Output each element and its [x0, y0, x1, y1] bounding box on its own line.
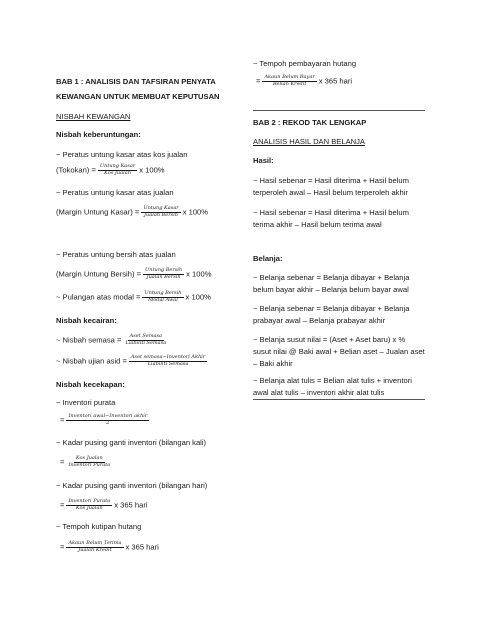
fraction-denominator: Modal Awal: [148, 296, 178, 303]
fraction-denominator: Liabiliti Semasa: [125, 339, 167, 346]
fraction-denominator: Jualan Bersih: [144, 211, 179, 218]
fraction-inventori-purata: [66, 414, 149, 427]
formula-ujian-prefix: ~ Nisbah ujian asid =: [56, 356, 127, 366]
belanja-formula-4: ~ Belanja alat tulis = Belian alat tulis + inventori awal alat tulis – inventori akhir alat tulis: [253, 376, 412, 397]
formula-pulangan-atas-modal: [56, 291, 211, 304]
formula-margin-untung-kasar: [56, 206, 208, 219]
formula-kadar-pusing-ganti-hari: [60, 499, 148, 512]
subheading-kecairan: Nisbah kecairan:: [56, 316, 117, 325]
formula-bayaran-suffix: x 365 hari: [318, 76, 353, 86]
chapter1-heading-line2: KEWANGAN UNTUK MEMBUAT KEPUTUSAN: [56, 92, 220, 101]
fraction-tokokan: [98, 164, 137, 177]
fraction-numerator: Inventori Purata: [68, 498, 111, 504]
fraction-semasa: [123, 334, 168, 347]
formula-margin-kasar-prefix: (Margin Untung Kasar) =: [56, 207, 140, 217]
chapter1-heading-line1: BAB 1 : ANALISIS DAN TAFSIRAN PENYATA: [56, 77, 216, 86]
fraction-denominator: Kos Jualan: [104, 169, 131, 176]
fraction-denominator: 2: [106, 419, 110, 426]
item-inventori-purata: ~ Inventori purata: [56, 398, 116, 407]
formula-tokokan-suffix: x 100%: [139, 165, 165, 175]
formula-kadar2-suffix: x 365 hari: [114, 500, 148, 510]
formula-margin-bersih-prefix: (Margin Untung Bersih) =: [56, 269, 142, 279]
formula-inventori-purata: [60, 414, 151, 427]
item-peratus-untung-kasar-kos: ~ Peratus untung kasar atas kos jualan: [56, 150, 188, 159]
fraction-denominator: Inventori Purata: [68, 461, 111, 468]
fraction-margin-bersih: [143, 268, 184, 281]
fraction-bayaran: [262, 75, 316, 88]
hasil-formula-1: ~ Hasil sebenar = Hasil diterima + Hasil belum terperoleh awal – Hasil belum terperoleh akhir: [253, 176, 409, 197]
section-nisbah-kewangan: NISBAH KEWANGAN: [56, 112, 131, 121]
fraction-denominator: Kos Jualan: [75, 504, 103, 511]
item-peratus-untung-kasar-jualan: ~ Peratus untung kasar atas jualan: [56, 188, 174, 197]
item-peratus-untung-bersih: ~ Peratus untung bersih atas jualan: [56, 250, 176, 259]
fraction-kutipan: [66, 541, 123, 554]
fraction-numerator: Inventori awal−Inventori akhir: [68, 413, 148, 419]
formula-kutipan-suffix: x 365 hari: [125, 542, 159, 552]
fraction-numerator: Aset Semasa: [129, 333, 162, 339]
item-kadar-pusing-ganti-kali: ~ Kadar pusing ganti inventori (bilangan kali): [56, 438, 207, 447]
formula-pulangan-suffix: x 100%: [185, 292, 211, 302]
fraction-numerator: Untung Kasar: [99, 163, 136, 169]
section-divider: [253, 110, 425, 111]
fraction-numerator: Kos Jualan: [75, 455, 103, 461]
formula-tokokan: [56, 164, 165, 177]
formula-margin-untung-bersih: [56, 268, 211, 281]
formula-bayaran-eq: =: [256, 76, 261, 86]
belanja-formula-1: ~ Belanja sebenar = Belanja dibayar + Belanja belum bayar akhir – Belanja belum bayar awal: [253, 273, 410, 294]
fraction-kadar-kali: [66, 456, 112, 469]
hasil-formula-2: ~ Hasil sebenar = Hasil diterima + Hasil belum terima akhir – Hasil belum terima awal: [253, 208, 409, 229]
fraction-pulangan: [142, 291, 183, 304]
formula-nisbah-ujian-asid: [56, 355, 209, 368]
formula-pulangan-prefix: ~ Pulangan atas modal =: [56, 292, 141, 302]
formula-tempoh-pembayaran: [256, 75, 352, 88]
formula-margin-bersih-suffix: x 100%: [186, 269, 212, 279]
fraction-ujian-asid: [129, 355, 207, 368]
item-tempoh-kutipan-hutang: ~ Tempoh kutipan hutang: [56, 522, 142, 531]
formula-kadar1-eq: =: [60, 457, 65, 467]
fraction-numerator: Aset semasa−Inventori Akhir: [130, 354, 206, 360]
chapter2-heading: BAB 2 : REKOD TAK LENGKAP: [253, 118, 367, 127]
formula-tokokan-prefix: (Tokokan) =: [56, 165, 96, 175]
formula-kutipan-eq: =: [60, 542, 65, 552]
item-tempoh-pembayaran-hutang: ~ Tempoh pembayaran hutang: [253, 59, 357, 68]
fraction-numerator: Akaun Belum Terima: [68, 540, 122, 546]
formula-nisbah-semasa: [56, 334, 170, 347]
formula-semasa-prefix: ~ Nisbah semasa =: [56, 335, 122, 345]
fraction-denominator: Jualan Bersih: [146, 273, 181, 280]
fraction-numerator: Untung Bersih: [144, 290, 182, 296]
fraction-denominator: Liabiliti Semasa: [147, 360, 189, 367]
formula-tempoh-kutipan: [60, 541, 159, 554]
subheading-keberuntungan: Nisbah keberuntungan:: [56, 130, 141, 139]
fraction-denominator: Belian Kredit: [272, 80, 307, 87]
fraction-margin-kasar: [141, 206, 180, 219]
section-analisis-hasil-belanja: ANALISIS HASIL DAN BELANJA: [253, 137, 365, 146]
formula-margin-kasar-suffix: x 100%: [182, 207, 209, 217]
item-kadar-pusing-ganti-hari: ~ Kadar pusing ganti inventori (bilangan hari): [56, 481, 208, 490]
fraction-kadar-hari: [66, 499, 112, 512]
formula-kadar2-eq: =: [60, 500, 65, 510]
fraction-numerator: Untung Bersih: [145, 267, 183, 273]
fraction-denominator: Jualan Kredit: [78, 546, 112, 553]
subheading-hasil: Hasil:: [253, 156, 274, 165]
section-divider-bottom: [253, 399, 425, 400]
formula-kadar-pusing-ganti-kali: [60, 456, 114, 469]
belanja-formula-2: ~ Belanja sebenar = Belanja dibayar + Belanja prabayar awal – Belanja prabayar akhir: [253, 304, 410, 325]
subheading-kecekapan: Nisbah kecekapan:: [56, 380, 125, 389]
fraction-numerator: Untung Kasar: [143, 205, 179, 211]
belanja-formula-3: ~ Belanja susut nilai = (Aset + Aset baru) x % susut nilai @ Baki awal + Belian aset – Jualan aset – Baki akhir: [253, 335, 425, 368]
formula-inv-eq: =: [60, 415, 65, 425]
subheading-belanja: Belanja:: [253, 254, 283, 263]
fraction-numerator: Akaun Belum Bayar: [264, 74, 315, 80]
